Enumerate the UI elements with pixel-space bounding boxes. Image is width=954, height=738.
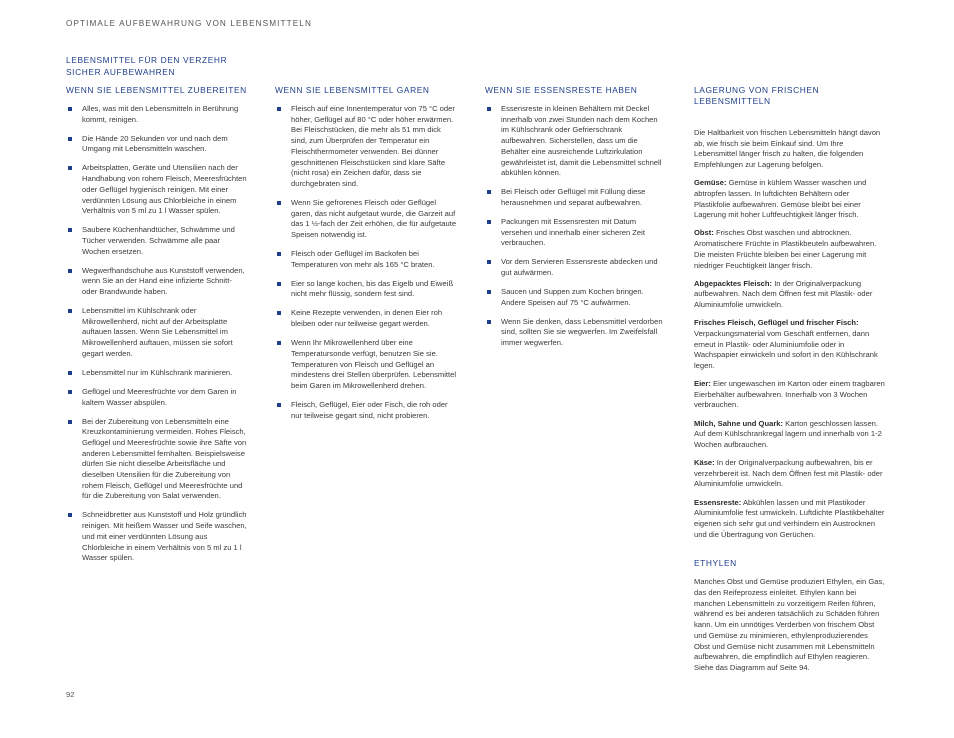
- square-bullet-icon: [277, 403, 281, 407]
- square-bullet-icon: [68, 166, 72, 170]
- storage-entry: Käse: In der Originalverpackung aufbewahren, bis er verzehrbereit ist. Nach dem Öffnen fest mit Plastik- oder Aluminiumfolie umwickeln.: [694, 458, 883, 489]
- storage-heading: LAGERUNG VON FRISCHEN LEBENSMITTELN: [694, 85, 820, 106]
- list-item: Wenn Sie denken, dass Lebensmittel verdorben sind, sollten Sie sie wegwerfen. Im Zweifelsfall immer wegwerfen.: [485, 317, 667, 349]
- list-item: Schneidbretter aus Kunststoff und Holz gründlich reinigen. Mit heißem Wasser und Seife waschen, und mit einer verdünnten Lösung aus Chlorbleiche in einem Verhältnis von 5 ml zu 1 l Wasser spülen.: [66, 510, 248, 564]
- square-bullet-icon: [68, 420, 72, 424]
- square-bullet-icon: [277, 252, 281, 256]
- list-item: Wegwerfhandschuhe aus Kunststoff verwenden, wenn Sie an der Hand eine infizierte Schnitt- oder Brandwunde haben.: [66, 266, 248, 298]
- list-item: Fleisch auf eine Innentemperatur von 75 °C oder höher, Geflügel auf 80 °C oder höher erwärmen. Bei Fleischstücken, die mehr als 51 mm dick sind, zum Überprüfen der Temperatur ein Fleischthermometer verwenden. Bei dünner geschnittenen Fleischstücken sind klare Säfte (nicht rosa) ein Zeichen dafür, dass sie durchgebraten sind.: [275, 104, 457, 190]
- storage-intro: Die Haltbarkeit von frischen Lebensmitteln hängt davon ab, wie frisch sie beim Einkauf sind. Um Ihre Lebensmittel länger frisch zu halten, die folgenden Empfehlungen zur Lagerung befolgen.: [694, 128, 881, 170]
- square-bullet-icon: [487, 260, 491, 264]
- square-bullet-icon: [277, 341, 281, 345]
- list-item: Keine Rezepte verwenden, in denen Eier roh bleiben oder nur teilweise gegart werden.: [275, 308, 457, 329]
- storage-entry: Eier: Eier ungewaschen im Karton oder einem tragbaren Eierbehälter aufbewahren. Innerhalb von 3 Wochen verbrauchen.: [694, 379, 885, 410]
- list-item: Lebensmittel nur im Kühlschrank marinieren.: [66, 368, 248, 379]
- bullet-list: [275, 104, 457, 421]
- storage-entry: Essensreste: Abkühlen lassen und mit Plastikoder Aluminiumfolie fest umwickeln. Luftdichte Plastikbehälter eigenen sich sehr gut und verhindern ein Austrocknen und die Übertragung von Gerüchen.: [694, 497, 885, 539]
- list-item: Essensreste in kleinen Behältern mit Deckel innerhalb von zwei Stunden nach dem Kochen im Kühlschrank oder Gefrierschrank aufbewahren. Sicherstellen, dass um die Behälter eine ausreichende Luftzirkulation gewährleistet ist, damit die Lebensmittel schnell abkühlen können.: [485, 104, 667, 179]
- square-bullet-icon: [277, 107, 281, 111]
- square-bullet-icon: [487, 290, 491, 294]
- square-bullet-icon: [68, 137, 72, 141]
- square-bullet-icon: [68, 309, 72, 313]
- list-item: Wenn Ihr Mikrowellenherd über eine Temperatursonde verfügt, benutzen Sie sie. Temperaturen von Fleisch und Geflügel an mindestens drei Stellen überprüfen. Lebensmittel beim Garen im Mikrowellenherd drehen.: [275, 338, 457, 392]
- square-bullet-icon: [487, 107, 491, 111]
- list-item: Arbeitsplatten, Geräte und Utensilien nach der Handhabung von rohem Fleisch, Meeresfrüchten oder Geflügel hygienisch reinigen. Mit einer verdünnten Lösung aus Chlorbleiche in einem Verhältnis von 5 ml zu 1 l Wasser spülen.: [66, 163, 248, 217]
- square-bullet-icon: [487, 220, 491, 224]
- list-item: Saucen und Suppen zum Kochen bringen. Andere Speisen auf 75 °C aufwärmen.: [485, 287, 667, 308]
- square-bullet-icon: [277, 311, 281, 315]
- column-heading: WENN SIE LEBENSMITTEL ZUBEREITEN: [66, 85, 247, 95]
- square-bullet-icon: [487, 320, 491, 324]
- storage-entry: Milch, Sahne und Quark: Karton geschlossen lassen. Auf dem Kühlschrankregal lagern und innerhalb von 1-2 Wochen aufbrauchen.: [694, 418, 882, 449]
- square-bullet-icon: [68, 390, 72, 394]
- list-item: Bei Fleisch oder Geflügel mit Füllung diese herausnehmen und separat aufbewahren.: [485, 187, 667, 208]
- column-cooking: [275, 85, 457, 430]
- square-bullet-icon: [68, 513, 72, 517]
- square-bullet-icon: [277, 201, 281, 205]
- list-item: Wenn Sie gefrorenes Fleisch oder Geflügel garen, das nicht aufgetaut wurde, die Garzeit auf das 1 ½-fach der Zeit erhöhen, die für aufgetaute Speisen notwendig ist.: [275, 198, 457, 241]
- page-number: 92: [66, 690, 75, 699]
- square-bullet-icon: [487, 190, 491, 194]
- storage-entry: Abgepacktes Fleisch: In der Originalverpackung aufbewahren. Nach dem Öffnen fest mit Plastik- oder Aluminiumfolie umwickeln.: [694, 278, 873, 310]
- bullet-list: [66, 104, 248, 564]
- column-preparing: [66, 85, 248, 572]
- list-item: Die Hände 20 Sekunden vor und nach dem Umgang mit Lebensmitteln waschen.: [66, 134, 248, 155]
- ethylen-text: Manches Obst und Gemüse produziert Ethylen, ein Gas, das den Reifeprozess einleitet. Ethylen kann bei manchen Lebensmitteln zu vorzeitigem Reifen führen, während es bei anderen tatsächlich zu Schäden führen kann. Um ein unnötiges Verderben von frischem Obst und Gemüse zu minimieren, ethylenproduzierendes Obst und Gemüse nicht zusammen mit Lebensmitteln aufbewahren, die empfindlich auf Ethylen reagieren. Siehe das Diagramm auf Seite 94.: [694, 577, 885, 672]
- list-item: Eier so lange kochen, bis das Eigelb und Eiweiß nicht mehr flüssig, sondern fest sind.: [275, 279, 457, 300]
- storage-entry: Frisches Fleisch, Geflügel und frischer Fisch: Verpackungsmaterial vom Geschäft entfernen, dann erneut in Plastik- oder Aluminiumfolie oder in Wachspapier einwickeln und sofort in den Kühlschrank legen.: [694, 318, 878, 370]
- main-heading-line-1: LEBENSMITTEL FÜR DEN VERZEHR: [66, 55, 228, 65]
- main-heading-line-2: SICHER AUFBEWAHREN: [66, 67, 176, 77]
- list-item: Fleisch, Geflügel, Eier oder Fisch, die roh oder nur teilweise gegart sind, nicht probieren.: [275, 400, 457, 421]
- list-item: Bei der Zubereitung von Lebensmitteln eine Kreuzkontaminierung vermeiden. Rohes Fleisch, Geflügel und Meeresfrüchte sowie ihre Säfte von anderen Lebensmittel fernhalten. Beispielsweise dürfen Sie nicht dieselbe Arbeitsfläche und dieselben Utensilien für die Zubereitung von rohem Fleisch, Geflügel und Meeresfrüchte und für die Zubereitung von Salat verwenden.: [66, 417, 248, 503]
- list-item: Alles, was mit den Lebensmitteln in Berührung kommt, reinigen.: [66, 104, 248, 125]
- running-header: OPTIMALE AUFBEWAHRUNG VON LEBENSMITTELN: [66, 19, 312, 28]
- column-leftovers: [485, 85, 667, 357]
- column-heading: WENN SIE LEBENSMITTEL GAREN: [275, 85, 430, 95]
- column-storage: [694, 85, 886, 681]
- square-bullet-icon: [277, 282, 281, 286]
- list-item: Saubere Küchenhandtücher, Schwämme und Tücher verwenden. Schwämme alle paar Wochen ersetzen.: [66, 225, 248, 257]
- square-bullet-icon: [68, 371, 72, 375]
- list-item: Vor dem Servieren Essensreste abdecken und gut aufwärmen.: [485, 257, 667, 278]
- column-heading: WENN SIE ESSENSRESTE HABEN: [485, 85, 638, 95]
- storage-entry: Gemüse: Gemüse in kühlem Wasser waschen und abtropfen lassen. In luftdichten Behältern oder Plastikfolie aufbewahren. Gemüse bleibt bei einer Lagerung mit hoher Luftfeuchtigkeit länger frisch.: [694, 178, 867, 220]
- list-item: Geflügel und Meeresfrüchte vor dem Garen in kaltem Wasser abspülen.: [66, 387, 248, 408]
- bullet-list: [485, 104, 667, 349]
- square-bullet-icon: [68, 107, 72, 111]
- square-bullet-icon: [68, 228, 72, 232]
- list-item: Fleisch oder Geflügel im Backofen bei Temperaturen von mehr als 165 °C braten.: [275, 249, 457, 270]
- main-heading: [66, 54, 266, 78]
- square-bullet-icon: [68, 269, 72, 273]
- list-item: Packungen mit Essensresten mit Datum versehen und innerhalb einer sicheren Zeit verbrauchen.: [485, 217, 667, 249]
- list-item: Lebensmittel im Kühlschrank oder Mikrowellenherd, nicht auf der Arbeitsplatte auftauen lassen. Wenn Sie Lebensmittel im Mikrowellenherd auftauen, müssen sie sofort gegart werden.: [66, 306, 248, 360]
- ethylen-heading: ETHYLEN: [694, 558, 737, 569]
- storage-entry: Obst: Frisches Obst waschen und abtrocknen. Aromatischere Früchte in Plastikbeuteln aufbewahren. Die meisten Früchte bleiben bei einer Lagerung mit niedriger Feuchtigkeit länger frisch.: [694, 228, 877, 270]
